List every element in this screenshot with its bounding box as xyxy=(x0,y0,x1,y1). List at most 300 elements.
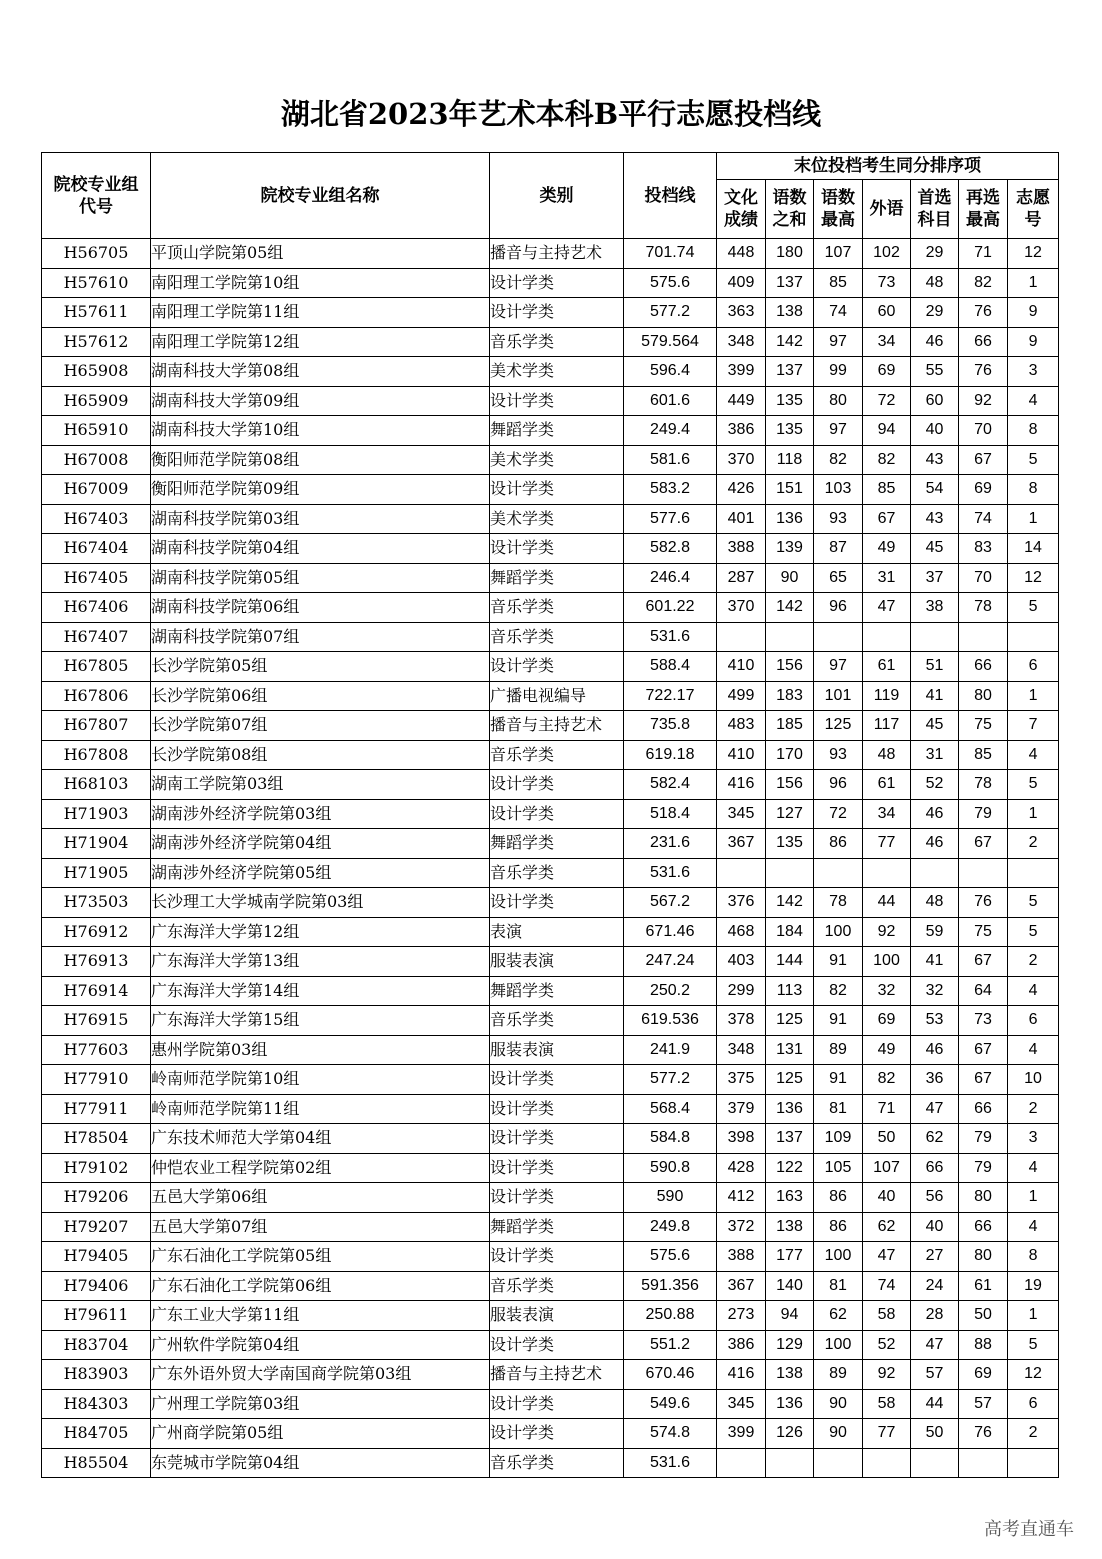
row-rank-cell: 67 xyxy=(959,829,1008,859)
row-rank-cell: 49 xyxy=(863,534,911,564)
row-score-cell: 579.564 xyxy=(624,327,717,357)
row-code-cell: H76915 xyxy=(42,1006,151,1036)
row-rank-cell: 101 xyxy=(814,681,863,711)
row-rank-cell: 386 xyxy=(717,416,766,446)
table-row xyxy=(42,1035,1059,1065)
row-code-cell: H79405 xyxy=(42,1242,151,1272)
row-rank-cell: 8 xyxy=(1008,475,1059,505)
row-name-cell: 湖南涉外经济学院第03组 xyxy=(151,799,490,829)
row-rank-cell: 47 xyxy=(911,1330,959,1360)
row-rank-cell: 81 xyxy=(814,1094,863,1124)
row-rank-cell: 183 xyxy=(766,681,814,711)
row-category-cell: 服装表演 xyxy=(490,1035,624,1065)
row-score-cell: 241.9 xyxy=(624,1035,717,1065)
row-rank-cell: 46 xyxy=(911,1035,959,1065)
row-rank-cell: 66 xyxy=(911,1153,959,1183)
row-rank-cell: 3 xyxy=(1008,1124,1059,1154)
row-code-cell: H57611 xyxy=(42,298,151,328)
row-category-cell: 设计学类 xyxy=(490,799,624,829)
row-code-cell: H65909 xyxy=(42,386,151,416)
row-category-cell: 设计学类 xyxy=(490,475,624,505)
row-rank-cell: 5 xyxy=(1008,445,1059,475)
row-rank-cell: 94 xyxy=(863,416,911,446)
row-rank-cell: 96 xyxy=(814,770,863,800)
row-category-cell: 设计学类 xyxy=(490,770,624,800)
row-rank-cell: 2 xyxy=(1008,1419,1059,1449)
row-rank-cell: 31 xyxy=(863,563,911,593)
row-name-cell: 湖南涉外经济学院第04组 xyxy=(151,829,490,859)
row-rank-cell: 61 xyxy=(863,652,911,682)
row-rank-cell: 370 xyxy=(717,445,766,475)
row-code-cell: H76913 xyxy=(42,947,151,977)
row-rank-cell: 47 xyxy=(863,593,911,623)
row-rank-cell: 426 xyxy=(717,475,766,505)
row-rank-cell: 129 xyxy=(766,1330,814,1360)
row-rank-cell: 93 xyxy=(814,740,863,770)
row-rank-cell: 89 xyxy=(814,1035,863,1065)
row-rank-cell: 348 xyxy=(717,327,766,357)
row-rank-cell: 59 xyxy=(911,917,959,947)
row-name-cell: 湖南科技大学第10组 xyxy=(151,416,490,446)
row-rank-cell: 401 xyxy=(717,504,766,534)
row-rank-cell: 91 xyxy=(814,947,863,977)
row-rank-cell: 45 xyxy=(911,711,959,741)
row-category-cell: 音乐学类 xyxy=(490,858,624,888)
table-row xyxy=(42,1124,1059,1154)
row-category-cell: 舞蹈学类 xyxy=(490,563,624,593)
row-rank-cell: 66 xyxy=(959,327,1008,357)
row-rank-cell: 86 xyxy=(814,829,863,859)
col-header-sub: 文化成绩 xyxy=(717,180,766,239)
row-rank-cell: 46 xyxy=(911,829,959,859)
row-code-cell: H76914 xyxy=(42,976,151,1006)
row-rank-cell: 428 xyxy=(717,1153,766,1183)
row-name-cell: 长沙学院第06组 xyxy=(151,681,490,711)
table-row xyxy=(42,1330,1059,1360)
row-rank-cell: 109 xyxy=(814,1124,863,1154)
row-score-cell: 588.4 xyxy=(624,652,717,682)
row-rank-cell: 80 xyxy=(959,1242,1008,1272)
row-rank-cell: 91 xyxy=(814,1006,863,1036)
table-row xyxy=(42,888,1059,918)
row-rank-cell xyxy=(717,622,766,652)
table-row xyxy=(42,1006,1059,1036)
table-row xyxy=(42,239,1059,269)
row-rank-cell: 79 xyxy=(959,1153,1008,1183)
row-rank-cell: 103 xyxy=(814,475,863,505)
row-rank-cell: 55 xyxy=(911,357,959,387)
table-row xyxy=(42,1183,1059,1213)
row-rank-cell: 135 xyxy=(766,386,814,416)
row-category-cell: 美术学类 xyxy=(490,445,624,475)
row-rank-cell: 151 xyxy=(766,475,814,505)
row-rank-cell: 32 xyxy=(911,976,959,1006)
row-category-cell: 服装表演 xyxy=(490,1301,624,1331)
col-header-group: 末位投档考生同分排序项 xyxy=(717,153,1059,180)
row-rank-cell: 91 xyxy=(814,1065,863,1095)
row-rank-cell: 74 xyxy=(959,504,1008,534)
row-rank-cell: 19 xyxy=(1008,1271,1059,1301)
row-code-cell: H56705 xyxy=(42,239,151,269)
row-rank-cell: 180 xyxy=(766,239,814,269)
row-rank-cell: 29 xyxy=(911,239,959,269)
row-score-cell: 575.6 xyxy=(624,1242,717,1272)
row-score-cell: 619.18 xyxy=(624,740,717,770)
row-category-cell: 设计学类 xyxy=(490,652,624,682)
row-rank-cell: 87 xyxy=(814,534,863,564)
row-name-cell: 湖南科技大学第09组 xyxy=(151,386,490,416)
row-score-cell: 601.6 xyxy=(624,386,717,416)
row-rank-cell: 92 xyxy=(863,1360,911,1390)
row-rank-cell: 83 xyxy=(959,534,1008,564)
table-row xyxy=(42,268,1059,298)
table-body xyxy=(42,239,1059,1478)
row-category-cell: 设计学类 xyxy=(490,1153,624,1183)
row-rank-cell xyxy=(863,622,911,652)
row-score-cell: 591.356 xyxy=(624,1271,717,1301)
row-name-cell: 广东石油化工学院第05组 xyxy=(151,1242,490,1272)
row-rank-cell: 102 xyxy=(863,239,911,269)
row-code-cell: H67407 xyxy=(42,622,151,652)
row-rank-cell: 142 xyxy=(766,593,814,623)
row-name-cell: 岭南师范学院第10组 xyxy=(151,1065,490,1095)
row-rank-cell: 4 xyxy=(1008,386,1059,416)
row-rank-cell: 100 xyxy=(814,917,863,947)
row-rank-cell: 1 xyxy=(1008,504,1059,534)
row-rank-cell: 185 xyxy=(766,711,814,741)
row-rank-cell: 138 xyxy=(766,1360,814,1390)
row-rank-cell xyxy=(911,858,959,888)
row-rank-cell: 36 xyxy=(911,1065,959,1095)
row-score-cell: 531.6 xyxy=(624,622,717,652)
row-rank-cell: 399 xyxy=(717,357,766,387)
table-row xyxy=(42,829,1059,859)
row-score-cell: 577.6 xyxy=(624,504,717,534)
row-score-cell: 531.6 xyxy=(624,1448,717,1478)
row-rank-cell: 82 xyxy=(863,445,911,475)
row-code-cell: H67009 xyxy=(42,475,151,505)
table-row xyxy=(42,1212,1059,1242)
row-name-cell: 广东海洋大学第12组 xyxy=(151,917,490,947)
row-code-cell: H67808 xyxy=(42,740,151,770)
row-rank-cell: 126 xyxy=(766,1419,814,1449)
row-score-cell: 670.46 xyxy=(624,1360,717,1390)
row-rank-cell: 94 xyxy=(766,1301,814,1331)
row-score-cell: 250.88 xyxy=(624,1301,717,1331)
row-rank-cell: 135 xyxy=(766,829,814,859)
row-rank-cell xyxy=(1008,622,1059,652)
row-rank-cell: 80 xyxy=(814,386,863,416)
row-rank-cell: 44 xyxy=(911,1389,959,1419)
table-row xyxy=(42,357,1059,387)
row-rank-cell: 9 xyxy=(1008,327,1059,357)
row-rank-cell: 43 xyxy=(911,504,959,534)
table-row xyxy=(42,386,1059,416)
row-rank-cell: 137 xyxy=(766,1124,814,1154)
row-category-cell: 舞蹈学类 xyxy=(490,1212,624,1242)
row-name-cell: 湖南科技学院第07组 xyxy=(151,622,490,652)
row-score-cell: 518.4 xyxy=(624,799,717,829)
row-rank-cell: 370 xyxy=(717,593,766,623)
row-rank-cell: 9 xyxy=(1008,298,1059,328)
row-rank-cell xyxy=(911,622,959,652)
row-rank-cell: 375 xyxy=(717,1065,766,1095)
row-rank-cell xyxy=(1008,1448,1059,1478)
col-header-score: 投档线 xyxy=(624,153,717,239)
table-row xyxy=(42,327,1059,357)
table-row xyxy=(42,1271,1059,1301)
row-rank-cell: 410 xyxy=(717,740,766,770)
row-rank-cell: 52 xyxy=(863,1330,911,1360)
row-rank-cell: 50 xyxy=(959,1301,1008,1331)
row-rank-cell: 60 xyxy=(911,386,959,416)
row-rank-cell: 10 xyxy=(1008,1065,1059,1095)
row-category-cell: 服装表演 xyxy=(490,947,624,977)
row-rank-cell: 41 xyxy=(911,681,959,711)
row-rank-cell: 24 xyxy=(911,1271,959,1301)
row-rank-cell: 177 xyxy=(766,1242,814,1272)
row-rank-cell: 90 xyxy=(814,1389,863,1419)
row-category-cell: 设计学类 xyxy=(490,1183,624,1213)
row-score-cell: 735.8 xyxy=(624,711,717,741)
row-code-cell: H83704 xyxy=(42,1330,151,1360)
row-rank-cell: 82 xyxy=(959,268,1008,298)
row-code-cell: H67008 xyxy=(42,445,151,475)
row-name-cell: 惠州学院第03组 xyxy=(151,1035,490,1065)
row-name-cell: 湖南工学院第03组 xyxy=(151,770,490,800)
table-row xyxy=(42,504,1059,534)
row-category-cell: 设计学类 xyxy=(490,298,624,328)
row-rank-cell: 29 xyxy=(911,298,959,328)
row-rank-cell: 61 xyxy=(863,770,911,800)
row-rank-cell: 1 xyxy=(1008,1183,1059,1213)
row-rank-cell: 72 xyxy=(814,799,863,829)
row-name-cell: 湖南科技学院第04组 xyxy=(151,534,490,564)
row-code-cell: H84705 xyxy=(42,1419,151,1449)
row-rank-cell: 74 xyxy=(814,298,863,328)
table-row xyxy=(42,1301,1059,1331)
admission-table xyxy=(41,152,1059,1478)
table-row xyxy=(42,1065,1059,1095)
row-rank-cell: 388 xyxy=(717,1242,766,1272)
row-category-cell: 表演 xyxy=(490,917,624,947)
row-rank-cell: 85 xyxy=(959,740,1008,770)
table-row xyxy=(42,1389,1059,1419)
col-header-sub: 外语 xyxy=(863,180,911,239)
table-row xyxy=(42,681,1059,711)
row-category-cell: 设计学类 xyxy=(490,1242,624,1272)
row-rank-cell: 125 xyxy=(766,1006,814,1036)
row-score-cell: 590.8 xyxy=(624,1153,717,1183)
col-header-sub: 首选科目 xyxy=(911,180,959,239)
row-category-cell: 音乐学类 xyxy=(490,622,624,652)
row-rank-cell: 96 xyxy=(814,593,863,623)
table-row xyxy=(42,298,1059,328)
row-rank-cell xyxy=(814,622,863,652)
row-rank-cell: 44 xyxy=(863,888,911,918)
row-code-cell: H71905 xyxy=(42,858,151,888)
row-rank-cell: 367 xyxy=(717,1271,766,1301)
row-category-cell: 广播电视编导 xyxy=(490,681,624,711)
row-category-cell: 设计学类 xyxy=(490,1389,624,1419)
row-rank-cell: 1 xyxy=(1008,681,1059,711)
row-rank-cell: 156 xyxy=(766,652,814,682)
row-rank-cell: 62 xyxy=(814,1301,863,1331)
row-code-cell: H67805 xyxy=(42,652,151,682)
row-rank-cell: 66 xyxy=(959,1212,1008,1242)
row-rank-cell: 48 xyxy=(911,888,959,918)
row-rank-cell xyxy=(814,1448,863,1478)
row-rank-cell: 76 xyxy=(959,1419,1008,1449)
row-rank-cell: 4 xyxy=(1008,740,1059,770)
row-name-cell: 湖南科技学院第03组 xyxy=(151,504,490,534)
row-code-cell: H79102 xyxy=(42,1153,151,1183)
row-score-cell: 249.4 xyxy=(624,416,717,446)
row-rank-cell xyxy=(766,1448,814,1478)
row-rank-cell: 71 xyxy=(863,1094,911,1124)
row-rank-cell: 367 xyxy=(717,829,766,859)
row-name-cell: 湖南科技大学第08组 xyxy=(151,357,490,387)
row-rank-cell: 57 xyxy=(959,1389,1008,1419)
row-rank-cell: 78 xyxy=(814,888,863,918)
row-rank-cell xyxy=(959,858,1008,888)
row-rank-cell: 67 xyxy=(959,1065,1008,1095)
table-row xyxy=(42,475,1059,505)
row-rank-cell: 4 xyxy=(1008,1212,1059,1242)
row-name-cell: 南阳理工学院第11组 xyxy=(151,298,490,328)
row-rank-cell: 28 xyxy=(911,1301,959,1331)
row-rank-cell: 117 xyxy=(863,711,911,741)
row-code-cell: H78504 xyxy=(42,1124,151,1154)
row-rank-cell: 64 xyxy=(959,976,1008,1006)
row-code-cell: H77910 xyxy=(42,1065,151,1095)
table-row xyxy=(42,799,1059,829)
row-rank-cell: 131 xyxy=(766,1035,814,1065)
row-category-cell: 设计学类 xyxy=(490,1065,624,1095)
row-category-cell: 音乐学类 xyxy=(490,593,624,623)
col-header-sub: 语数之和 xyxy=(766,180,814,239)
row-rank-cell: 8 xyxy=(1008,1242,1059,1272)
table-row xyxy=(42,917,1059,947)
row-rank-cell: 184 xyxy=(766,917,814,947)
row-category-cell: 音乐学类 xyxy=(490,1271,624,1301)
row-rank-cell: 56 xyxy=(911,1183,959,1213)
row-name-cell: 南阳理工学院第10组 xyxy=(151,268,490,298)
row-name-cell: 南阳理工学院第12组 xyxy=(151,327,490,357)
row-rank-cell: 386 xyxy=(717,1330,766,1360)
row-rank-cell: 80 xyxy=(959,1183,1008,1213)
footer-watermark-text: 高考直通车 xyxy=(984,1519,1074,1540)
table-row xyxy=(42,1242,1059,1272)
row-score-cell: 551.2 xyxy=(624,1330,717,1360)
row-rank-cell: 12 xyxy=(1008,563,1059,593)
row-score-cell: 250.2 xyxy=(624,976,717,1006)
row-rank-cell: 73 xyxy=(959,1006,1008,1036)
row-rank-cell: 72 xyxy=(863,386,911,416)
row-rank-cell: 4 xyxy=(1008,1035,1059,1065)
row-category-cell: 播音与主持艺术 xyxy=(490,711,624,741)
row-category-cell: 音乐学类 xyxy=(490,740,624,770)
row-rank-cell: 80 xyxy=(959,681,1008,711)
row-code-cell: H79611 xyxy=(42,1301,151,1331)
row-rank-cell: 38 xyxy=(911,593,959,623)
row-score-cell: 574.8 xyxy=(624,1419,717,1449)
row-name-cell: 湖南科技学院第06组 xyxy=(151,593,490,623)
row-rank-cell xyxy=(959,622,1008,652)
row-rank-cell: 170 xyxy=(766,740,814,770)
row-rank-cell: 416 xyxy=(717,770,766,800)
row-name-cell: 广东海洋大学第14组 xyxy=(151,976,490,1006)
row-category-cell: 播音与主持艺术 xyxy=(490,239,624,269)
row-rank-cell: 51 xyxy=(911,652,959,682)
row-category-cell: 美术学类 xyxy=(490,357,624,387)
row-score-cell: 531.6 xyxy=(624,858,717,888)
row-rank-cell: 50 xyxy=(863,1124,911,1154)
row-score-cell: 249.8 xyxy=(624,1212,717,1242)
row-rank-cell: 4 xyxy=(1008,976,1059,1006)
row-name-cell: 广州软件学院第04组 xyxy=(151,1330,490,1360)
row-rank-cell: 142 xyxy=(766,888,814,918)
row-score-cell: 671.46 xyxy=(624,917,717,947)
row-rank-cell: 88 xyxy=(959,1330,1008,1360)
row-rank-cell: 58 xyxy=(863,1389,911,1419)
row-rank-cell: 6 xyxy=(1008,652,1059,682)
row-rank-cell: 67 xyxy=(959,445,1008,475)
row-rank-cell: 376 xyxy=(717,888,766,918)
row-rank-cell: 156 xyxy=(766,770,814,800)
row-name-cell: 广东技术师范大学第04组 xyxy=(151,1124,490,1154)
row-rank-cell: 140 xyxy=(766,1271,814,1301)
row-rank-cell: 75 xyxy=(959,711,1008,741)
row-rank-cell: 97 xyxy=(814,327,863,357)
row-rank-cell xyxy=(863,858,911,888)
row-category-cell: 音乐学类 xyxy=(490,327,624,357)
row-rank-cell: 99 xyxy=(814,357,863,387)
row-name-cell: 广东外语外贸大学南国商学院第03组 xyxy=(151,1360,490,1390)
table-row xyxy=(42,1153,1059,1183)
row-code-cell: H65910 xyxy=(42,416,151,446)
row-rank-cell: 66 xyxy=(959,1094,1008,1124)
row-rank-cell: 74 xyxy=(863,1271,911,1301)
row-name-cell: 广州理工学院第03组 xyxy=(151,1389,490,1419)
row-category-cell: 设计学类 xyxy=(490,534,624,564)
row-rank-cell: 49 xyxy=(863,1035,911,1065)
row-score-cell: 590 xyxy=(624,1183,717,1213)
row-rank-cell: 138 xyxy=(766,1212,814,1242)
row-rank-cell: 81 xyxy=(814,1271,863,1301)
table-row xyxy=(42,534,1059,564)
row-code-cell: H67403 xyxy=(42,504,151,534)
row-rank-cell: 12 xyxy=(1008,239,1059,269)
row-rank-cell: 67 xyxy=(863,504,911,534)
row-rank-cell: 107 xyxy=(863,1153,911,1183)
row-category-cell: 音乐学类 xyxy=(490,1006,624,1036)
table-row xyxy=(42,622,1059,652)
row-code-cell: H77603 xyxy=(42,1035,151,1065)
row-score-cell: 582.8 xyxy=(624,534,717,564)
row-rank-cell: 14 xyxy=(1008,534,1059,564)
row-rank-cell: 57 xyxy=(911,1360,959,1390)
row-rank-cell: 50 xyxy=(911,1419,959,1449)
row-rank-cell: 299 xyxy=(717,976,766,1006)
row-rank-cell: 82 xyxy=(814,445,863,475)
row-rank-cell: 71 xyxy=(959,239,1008,269)
row-rank-cell: 32 xyxy=(863,976,911,1006)
row-rank-cell: 136 xyxy=(766,504,814,534)
row-score-cell: 247.24 xyxy=(624,947,717,977)
row-code-cell: H85504 xyxy=(42,1448,151,1478)
row-rank-cell: 85 xyxy=(814,268,863,298)
